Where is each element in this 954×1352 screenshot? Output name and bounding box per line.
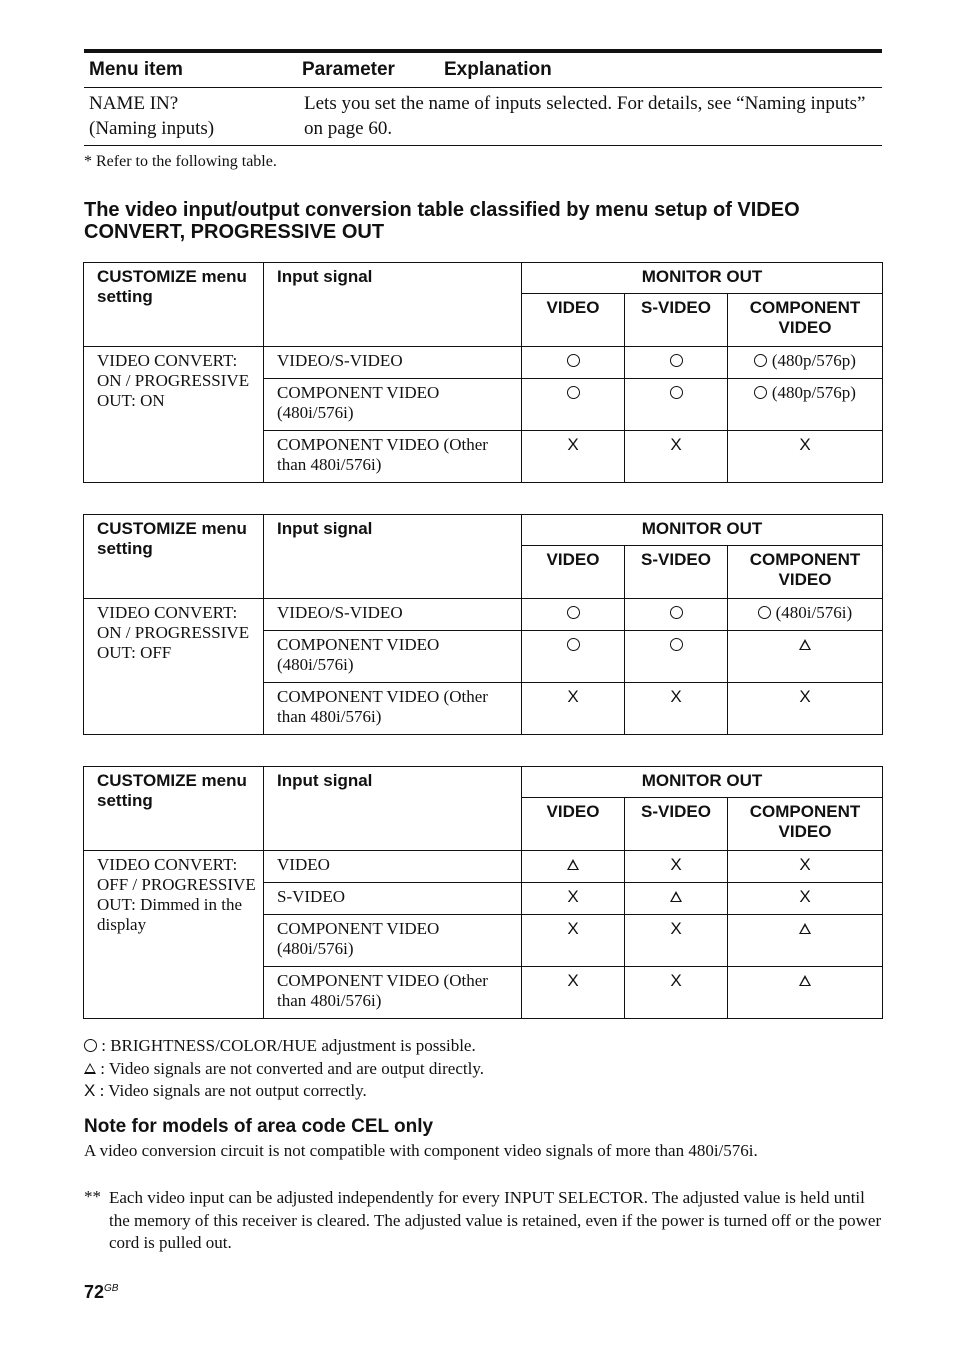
circle-icon <box>84 1039 97 1052</box>
x-icon: X <box>670 855 682 874</box>
input-signal: VIDEO <box>264 851 522 883</box>
menu-item-name: NAME IN? <box>89 93 179 114</box>
cell-svideo <box>625 379 728 431</box>
cell-video <box>522 915 625 967</box>
cell-component <box>728 599 883 631</box>
header-parameter: Parameter <box>297 51 439 88</box>
x-icon: X <box>799 855 811 874</box>
cell-component <box>728 967 883 1019</box>
customize-setting: VIDEO CONVERT: ON / PROGRESSIVE OUT: ON <box>84 347 264 483</box>
table-row <box>84 599 883 631</box>
x-icon: X <box>84 1081 96 1100</box>
footnote-refer: * Refer to the following table. <box>84 153 277 170</box>
double-star-mark: ** <box>84 1187 101 1206</box>
cell-svideo <box>625 851 728 883</box>
header-customize: CUSTOMIZE menu setting <box>84 767 264 851</box>
menu-item-explanation: Lets you set the name of inputs selected. For details, see “Naming inputs” on page 60. <box>297 88 882 146</box>
legend-circle-row <box>84 1035 484 1058</box>
x-icon: X <box>799 887 811 906</box>
triangle-icon <box>84 1063 96 1074</box>
circle-icon <box>670 638 683 651</box>
cell-svideo <box>625 915 728 967</box>
circle-icon <box>754 386 767 399</box>
x-icon: X <box>799 435 811 454</box>
x-icon: X <box>567 971 579 990</box>
triangle-icon <box>799 975 811 986</box>
cell-component <box>728 683 883 735</box>
cell-video <box>522 883 625 915</box>
header-input-signal: Input signal <box>264 767 522 851</box>
input-signal: VIDEO/S-VIDEO <box>264 347 522 379</box>
cell-svideo <box>625 883 728 915</box>
header-video: VIDEO <box>522 546 625 599</box>
legend <box>84 1035 484 1103</box>
page-number <box>84 1282 118 1303</box>
x-icon: X <box>670 435 682 454</box>
cell-video <box>522 967 625 1019</box>
header-component-video: COMPONENT VIDEO <box>728 294 883 347</box>
x-icon: X <box>670 919 682 938</box>
cell-video <box>522 431 625 483</box>
header-input-signal: Input signal <box>264 263 522 347</box>
header-video: VIDEO <box>522 294 625 347</box>
triangle-icon <box>670 891 682 902</box>
input-signal: COMPONENT VIDEO (480i/576i) <box>264 379 522 431</box>
page-number-value: 72 <box>84 1282 105 1302</box>
component-note: (480p/576p) <box>771 351 856 370</box>
x-icon: X <box>670 971 682 990</box>
circle-icon <box>567 354 580 367</box>
cell-component <box>728 347 883 379</box>
legend-triangle-text: : Video signals are not converted and are output directly. <box>100 1058 484 1078</box>
header-video: VIDEO <box>522 798 625 851</box>
circle-icon <box>567 638 580 651</box>
input-signal: VIDEO/S-VIDEO <box>264 599 522 631</box>
triangle-icon <box>799 923 811 934</box>
note-heading: Note for models of area code CEL only <box>84 1116 434 1137</box>
input-signal: S-VIDEO <box>264 883 522 915</box>
cell-video <box>522 851 625 883</box>
input-signal: COMPONENT VIDEO (Other than 480i/576i) <box>264 967 522 1019</box>
header-s-video: S-VIDEO <box>625 798 728 851</box>
circle-icon <box>754 354 767 367</box>
legend-triangle-row <box>84 1058 484 1081</box>
cell-svideo <box>625 347 728 379</box>
table-row <box>84 851 883 883</box>
cell-video <box>522 683 625 735</box>
circle-icon <box>670 386 683 399</box>
x-icon: X <box>567 887 579 906</box>
header-component-video: COMPONENT VIDEO <box>728 546 883 599</box>
note-text: A video conversion circuit is not compatible with component video signals of more than 480i/576i. <box>84 1141 758 1160</box>
cell-svideo <box>625 683 728 735</box>
menu-item-cell <box>84 88 297 146</box>
header-component-video: COMPONENT VIDEO <box>728 798 883 851</box>
legend-circle-text: : BRIGHTNESS/COLOR/HUE adjustment is possible. <box>101 1036 476 1055</box>
double-star-text: Each video input can be adjusted independently for every INPUT SELECTOR. The adjusted value is held until the memory of this receiver is cleared. The adjusted value is retained, even if the power is turned off or the power cord is pulled out. <box>109 1188 882 1252</box>
input-signal: COMPONENT VIDEO (480i/576i) <box>264 915 522 967</box>
header-customize: CUSTOMIZE menu setting <box>84 515 264 599</box>
header-s-video: S-VIDEO <box>625 294 728 347</box>
cell-component <box>728 851 883 883</box>
section-heading: The video input/output conversion table classified by menu setup of VIDEO CONVERT, PROGRESSIVE OUT <box>84 199 800 243</box>
circle-icon <box>670 354 683 367</box>
conversion-table-2 <box>83 514 883 735</box>
circle-icon <box>758 606 771 619</box>
cell-component <box>728 915 883 967</box>
legend-x-text: : Video signals are not output correctly. <box>99 1081 367 1100</box>
input-signal: COMPONENT VIDEO (Other than 480i/576i) <box>264 683 522 735</box>
component-note: (480p/576p) <box>771 383 856 402</box>
header-input-signal: Input signal <box>264 515 522 599</box>
page-region-suffix: GB <box>104 1283 119 1294</box>
x-icon: X <box>567 687 579 706</box>
component-note: (480i/576i) <box>775 603 853 622</box>
x-icon: X <box>670 687 682 706</box>
header-monitor-out: MONITOR OUT <box>522 515 883 546</box>
x-icon: X <box>567 435 579 454</box>
input-signal: COMPONENT VIDEO (Other than 480i/576i) <box>264 431 522 483</box>
cell-component <box>728 431 883 483</box>
cell-svideo <box>625 631 728 683</box>
cell-svideo <box>625 599 728 631</box>
header-monitor-out: MONITOR OUT <box>522 263 883 294</box>
cell-video <box>522 379 625 431</box>
x-icon: X <box>799 687 811 706</box>
triangle-icon <box>799 639 811 650</box>
cell-svideo <box>625 967 728 1019</box>
header-menu-item: Menu item <box>84 51 297 88</box>
header-monitor-out: MONITOR OUT <box>522 767 883 798</box>
customize-setting: VIDEO CONVERT: ON / PROGRESSIVE OUT: OFF <box>84 599 264 735</box>
menu-item-sub: (Naming inputs) <box>89 118 215 139</box>
conversion-table-1 <box>83 262 883 483</box>
cell-video <box>522 347 625 379</box>
cell-video <box>522 599 625 631</box>
cell-component <box>728 379 883 431</box>
header-s-video: S-VIDEO <box>625 546 728 599</box>
circle-icon <box>670 606 683 619</box>
cell-component <box>728 883 883 915</box>
triangle-icon <box>567 859 579 870</box>
menu-item-table <box>84 49 882 146</box>
cell-component <box>728 631 883 683</box>
cell-video <box>522 631 625 683</box>
circle-icon <box>567 386 580 399</box>
x-icon: X <box>567 919 579 938</box>
input-signal: COMPONENT VIDEO (480i/576i) <box>264 631 522 683</box>
conversion-table-3 <box>83 766 883 1019</box>
header-customize: CUSTOMIZE menu setting <box>84 263 264 347</box>
legend-x-row <box>84 1080 484 1103</box>
circle-icon <box>567 606 580 619</box>
header-explanation: Explanation <box>439 51 882 88</box>
customize-setting: VIDEO CONVERT: OFF / PROGRESSIVE OUT: Dimmed in the display <box>84 851 264 1019</box>
table-row <box>84 347 883 379</box>
cell-svideo <box>625 431 728 483</box>
